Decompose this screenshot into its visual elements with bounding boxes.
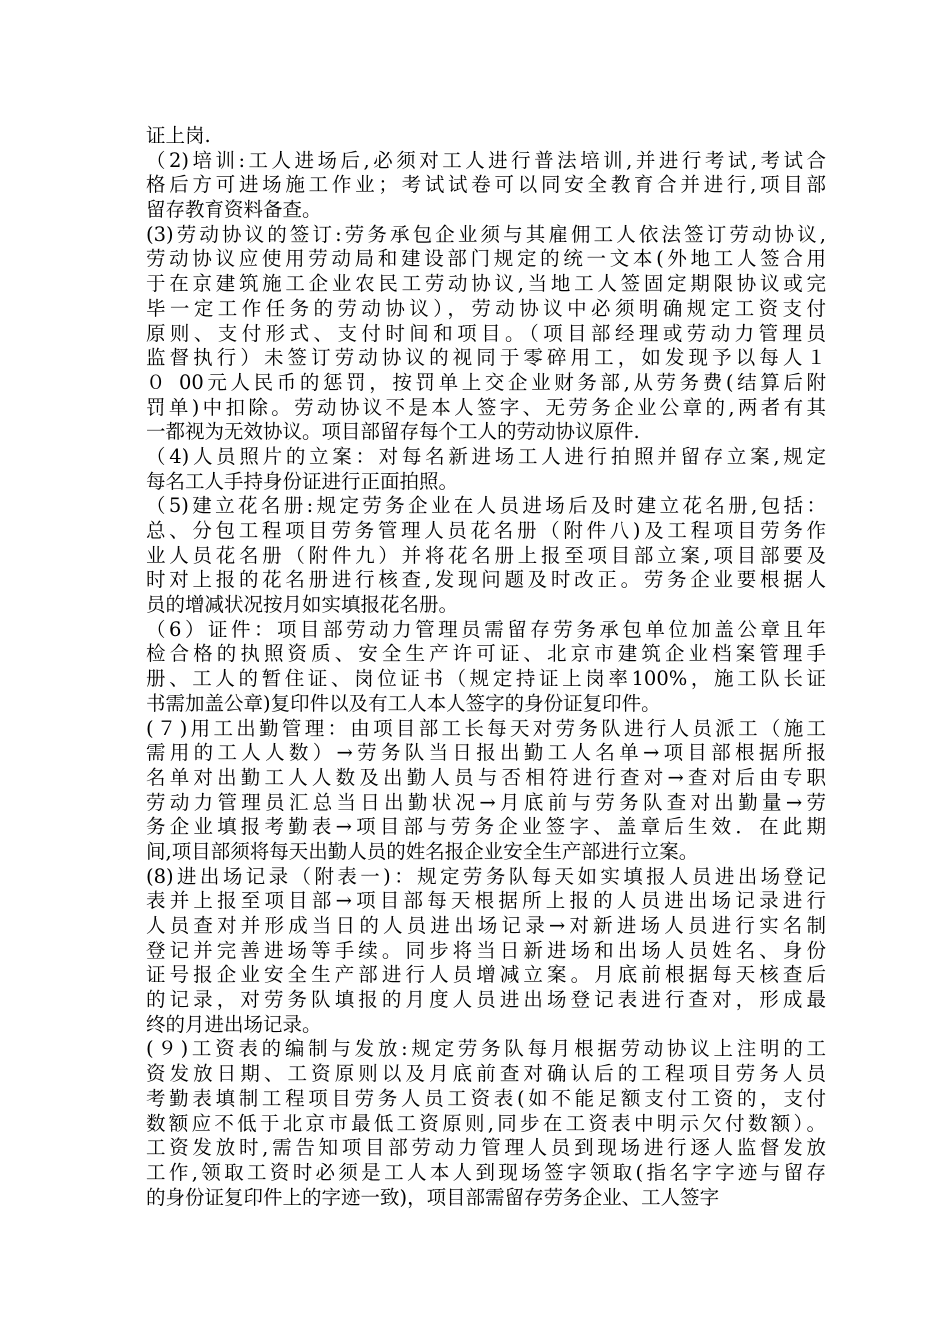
text-line: (７)用工出勤管理：由项目部工长每天对劳务队进行人员派工（施工 <box>146 716 826 740</box>
text-line: 资发放日期、工资原则以及月底前查对确认后的工程项目劳务人员 <box>146 1062 826 1086</box>
text-line: （6）证件：项目部劳动力管理员需留存劳务承包单位加盖公章且年 <box>146 617 826 641</box>
text-line: 工资发放时,需告知项目部劳动力管理人员到现场进行逐人监督发放 <box>146 1136 826 1160</box>
text-line: 证号报企业安全生产部进行人员增减立案。月底前根据每天核查后 <box>146 963 826 987</box>
text-line: 工作,领取工资时必须是工人本人到现场签字领取(指名字字迹与留存 <box>146 1160 826 1184</box>
text-line: 人员查对并形成当日的人员进出场记录→对新进场人员进行实名制 <box>146 914 826 937</box>
text-line: （4)人员照片的立案：对每名新进场工人进行拍照并留存立案,规定 <box>146 444 826 468</box>
text-line: 每名工人手持身份证进行正面拍照。 <box>146 469 459 493</box>
text-line: 时对上报的花名册进行核查,发现问题及时改正。劳务企业要根据人 <box>146 568 826 592</box>
text-line: 名单对出勤工人人数及出勤人员与否相符进行查对→查对后由专职 <box>146 765 826 789</box>
text-line: 务企业填报考勤表→项目部与劳务企业签字、盖章后生效．在此期 <box>146 815 826 839</box>
text-line: 的身份证复印件上的字迹一致)，项目部需留存劳务企业、工人签字 <box>146 1185 720 1209</box>
text-line: 原则、支付形式、支付时间和项目。（项目部经理或劳动力管理员 <box>146 321 826 345</box>
text-line: 于在京建筑施工企业农民工劳动协议,当地工人签固定期限协议或完 <box>146 272 826 296</box>
text-line: 登记并完善进场等手续。同步将当日新进场和出场人员姓名、身份 <box>146 938 826 962</box>
text-line: 劳动协议应使用劳动局和建设部门规定的统一文本(外地工人签合用 <box>146 247 826 271</box>
text-line: 劳动力管理员汇总当日出勤状况→月底前与劳务队查对出勤量→劳 <box>146 790 826 814</box>
text-line: 终的月进出场记录。 <box>146 1012 322 1036</box>
text-line: (９)工资表的编制与发放:规定劳务队每月根据劳动协议上注明的工 <box>146 1037 826 1061</box>
text-line: 考勤表填制工程项目劳务人员工资表(如不能足额支付工资的，支付 <box>146 1086 826 1110</box>
text-line: 间,项目部须将每天出勤人员的姓名报企业安全生产部进行立案。 <box>146 839 699 863</box>
text-line: 罚单)中扣除。劳动协议不是本人签字、无劳务企业公章的,两者有其 <box>146 395 826 419</box>
text-line: (8)进出场记录（附表一)：规定劳务队每天如实填报人员进出场登记 <box>146 864 826 888</box>
text-line: 数额应不低于北京市最低工资原则,同步在工资表中明示欠付数额）。 <box>146 1111 826 1135</box>
text-line: ０ 00元人民币的惩罚，按罚单上交企业财务部,从劳务费(结算后附 <box>146 370 826 394</box>
text-line: 表并上报至项目部→项目部每天根据所上报的人员进出场记录进行 <box>146 889 826 913</box>
text-line: 格后方可进场施工作业；考试试卷可以同安全教育合并进行,项目部 <box>146 173 826 197</box>
text-line: 监督执行）未签订劳动协议的视同于零碎用工，如发现予以每人１ <box>146 346 826 370</box>
text-line: 的记录，对劳务队填报的月度人员进出场登记表进行查对，形成最 <box>146 988 826 1012</box>
text-line: 员的增减状况按月如实填报花名册。 <box>146 593 459 617</box>
text-line: 毕一定工作任务的劳动协议），劳动协议中必须明确规定工资支付 <box>146 296 826 320</box>
text-line: 册、工人的暂住证、岗位证书（规定持证上岗率100%，施工队长证 <box>146 667 826 691</box>
text-line: 证上岗. <box>146 124 211 147</box>
document-body <box>146 124 826 1210</box>
text-line: 一都视为无效协议。项目部留存每个工人的劳动协议原件. <box>146 420 640 444</box>
text-line: 总、分包工程项目劳务管理人员花名册（附件八)及工程项目劳务作 <box>146 519 826 542</box>
text-line: 检合格的执照资质、安全生产许可证、北京市建筑企业档案管理手 <box>146 642 826 666</box>
text-line: （2)培训:工人进场后,必须对工人进行普法培训,并进行考试,考试合 <box>146 148 826 172</box>
text-line: 业人员花名册（附件九）并将花名册上报至项目部立案,项目部要及 <box>146 543 826 567</box>
text-line: （5)建立花名册:规定劳务企业在人员进场后及时建立花名册,包括： <box>146 494 826 518</box>
text-line: 需用的工人人数）→劳务队当日报出勤工人名单→项目部根据所报 <box>146 741 826 765</box>
text-line: 留存教育资料备查。 <box>146 198 322 222</box>
text-line: 书需加盖公章)复印件以及有工人本人签字的身份证复印件。 <box>146 691 661 715</box>
text-line: (3)劳动协议的签订:劳务承包企业须与其雇佣工人依法签订劳动协议, <box>146 222 826 246</box>
